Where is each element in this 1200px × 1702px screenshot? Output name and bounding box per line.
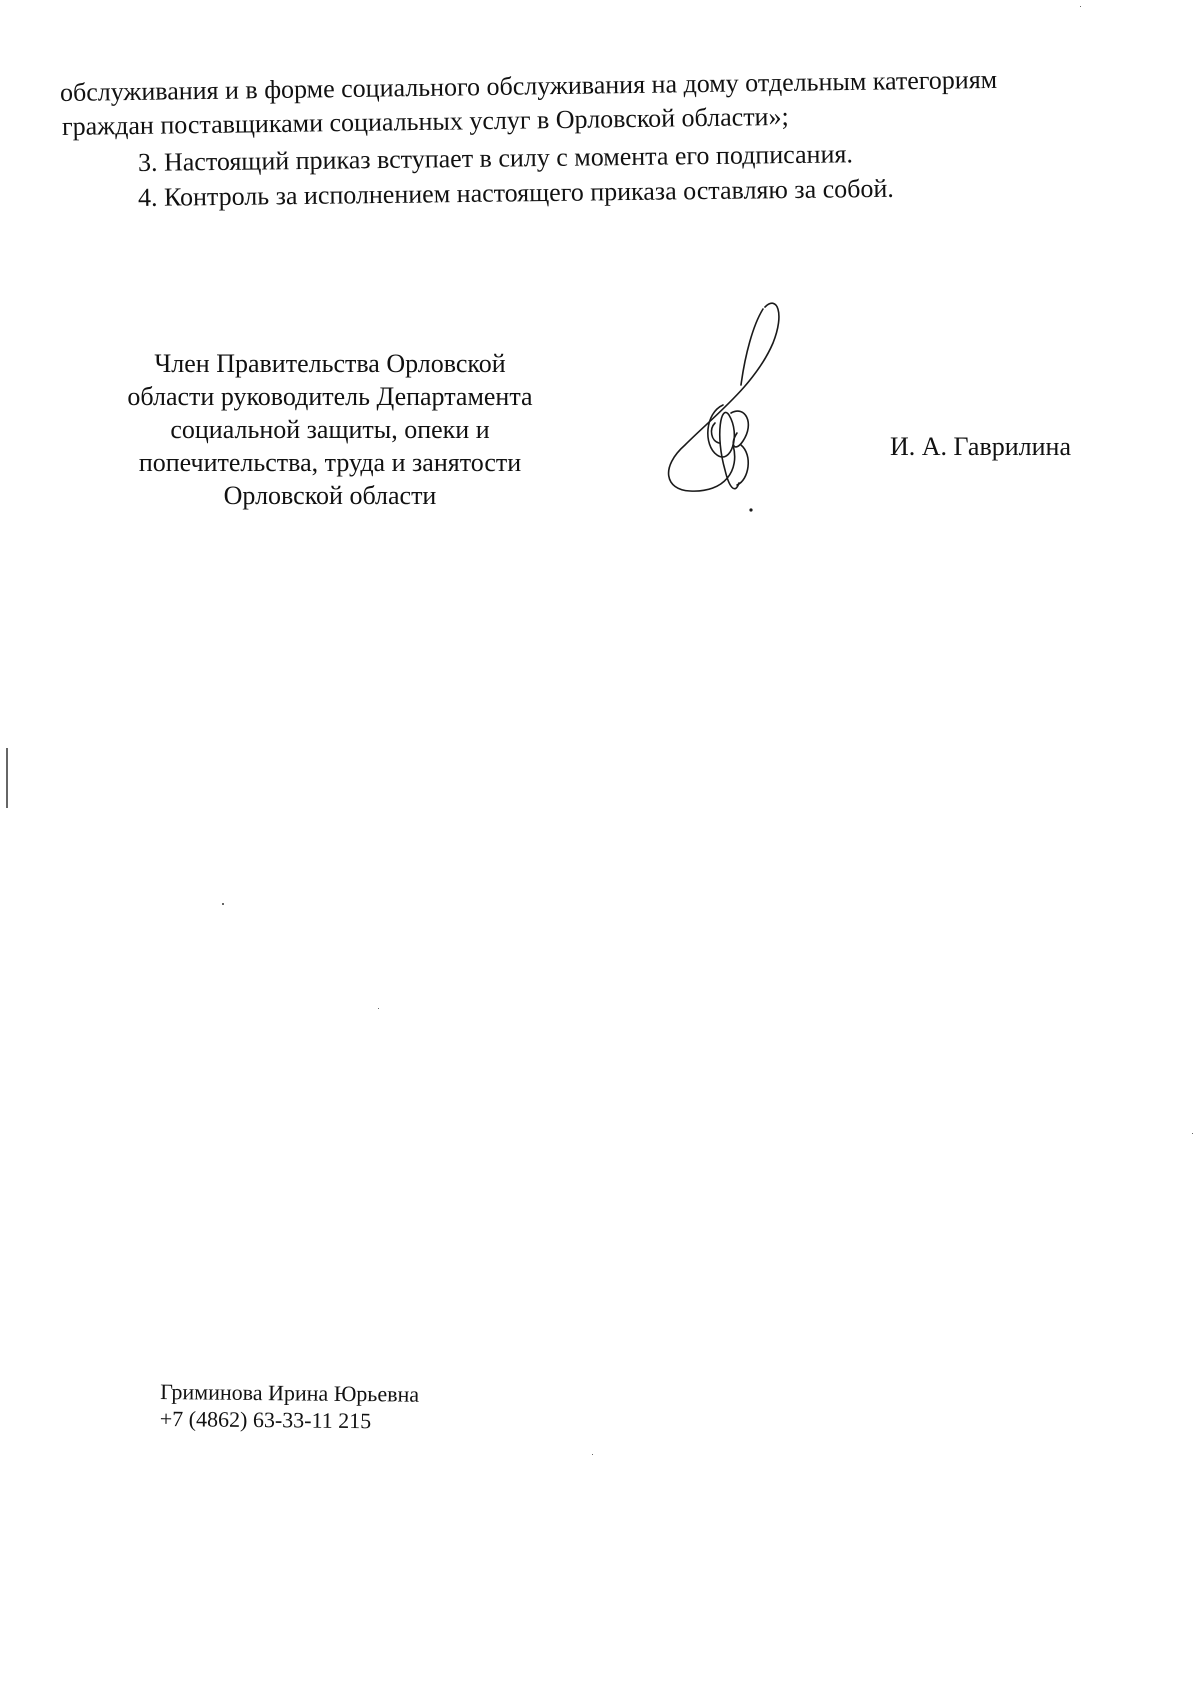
handwritten-signature-icon: [645, 295, 795, 520]
scan-artifact: [592, 1454, 593, 1455]
contact-phone: +7 (4862) 63-33-11 215: [159, 1406, 372, 1434]
signatory-title-line: попечительства, труда и занятости: [138, 448, 522, 477]
body-text-line: обслуживания и в форме социального обслуживания на дому отдельным категориям: [59, 64, 998, 107]
scan-artifact: [222, 903, 224, 905]
scan-artifact: [1192, 1133, 1193, 1134]
signatory-title-line: области руководитель Департамента: [127, 382, 533, 411]
scan-artifact: [6, 748, 8, 808]
contact-block: [160, 1378, 420, 1435]
body-item-4: 4. Контроль за исполнением настоящего приказа оставляю за собой.: [137, 173, 895, 212]
contact-person: Гриминова Ирина Юрьевна: [160, 1379, 420, 1407]
body-item-3: 3. Настоящий приказ вступает в силу с момента его подписания.: [137, 139, 854, 177]
signatory-name: И. А. Гаврилина: [890, 432, 1072, 461]
signatory-title: [90, 347, 570, 512]
signatory-title-line: Орловской области: [223, 481, 437, 510]
signatory-title-line: социальной защиты, опеки и: [170, 415, 490, 444]
body-text-line: граждан поставщиками социальных услуг в Орловской области»;: [61, 101, 789, 141]
scan-artifact: [378, 1008, 379, 1009]
scan-artifact: [1080, 6, 1081, 7]
signatory-title-line: Член Правительства Орловской: [154, 349, 506, 378]
